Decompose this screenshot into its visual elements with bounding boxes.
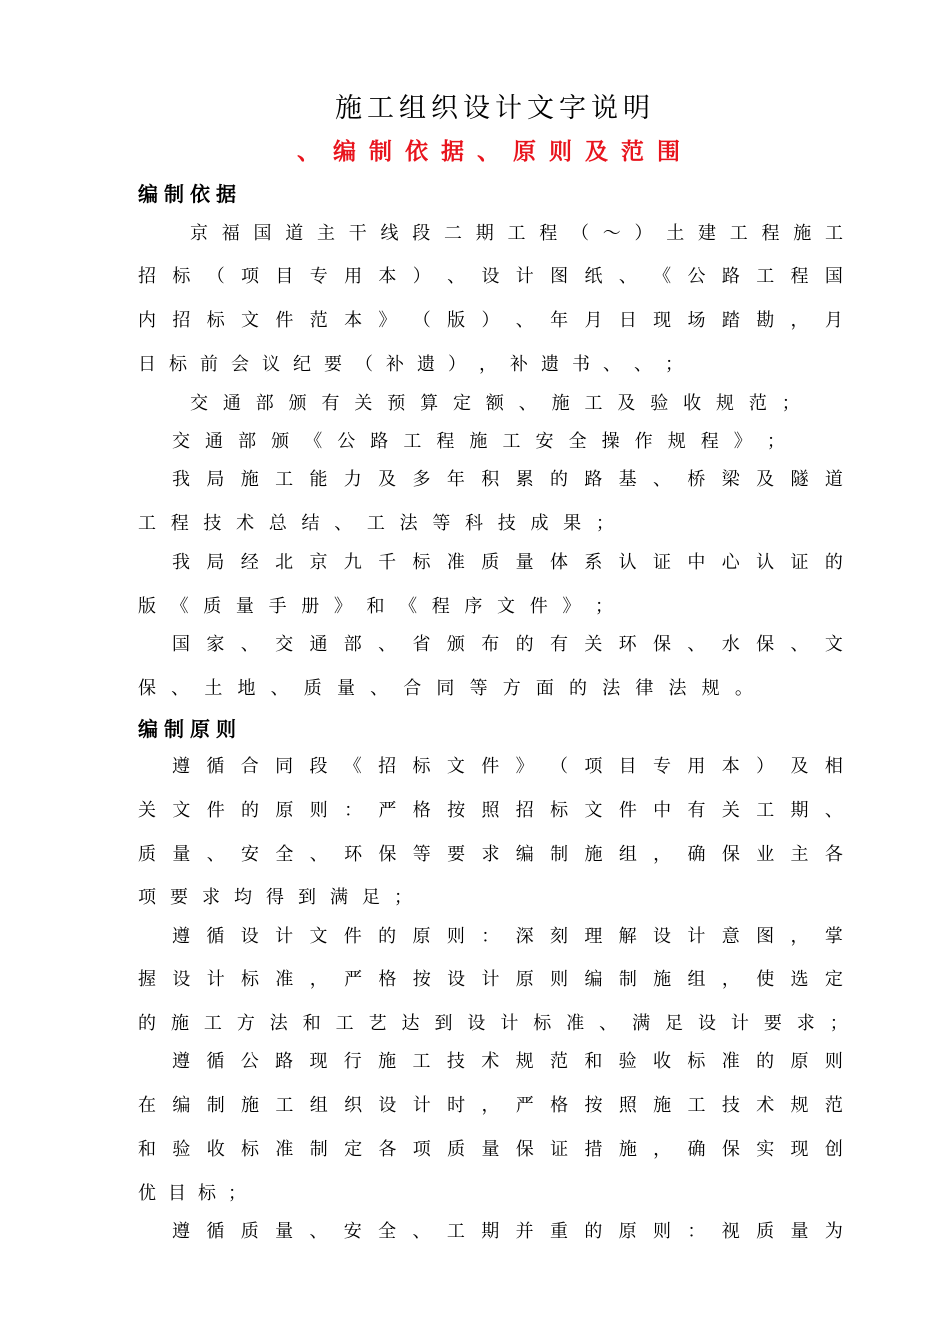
- paragraph-line: 国 家 、 交 通 部 、 省 颁 布 的 有 关 环 保 、 水 保 、 文: [172, 634, 843, 655]
- paragraph-line: 遵 循 质 量 、 安 全 、 工 期 并 重 的 原 则 ： 视 质 量 为: [172, 1221, 843, 1242]
- paragraph-line: 版 《 质 量 手 册 》 和 《 程 序 文 件 》 ；: [138, 596, 613, 617]
- paragraph-line: 交 通 部 颁 《 公 路 工 程 施 工 安 全 操 作 规 程 》 ；: [172, 431, 785, 452]
- paragraph-line: 遵 循 合 同 段 《 招 标 文 件 》 （ 项 目 专 用 本 ） 及 相: [172, 756, 843, 777]
- paragraph-line: 我 局 施 工 能 力 及 多 年 积 累 的 路 基 、 桥 梁 及 隧 道: [172, 469, 843, 490]
- paragraph-line: 在 编 制 施 工 组 织 设 计 时 ， 严 格 按 照 施 工 技 术 规 范: [138, 1095, 843, 1116]
- paragraph-line: 招 标 （ 项 目 专 用 本 ） 、 设 计 图 纸 、 《 公 路 工 程 国: [138, 266, 843, 287]
- section-title: 、编制依据、原则及范围: [297, 139, 693, 165]
- paragraph-line: 工 程 技 术 总 结 、 工 法 等 科 技 成 果 ；: [138, 513, 614, 534]
- basis-heading: 编制依据: [138, 182, 242, 206]
- paragraph-line: 京 福 国 道 主 干 线 段 二 期 工 程 （ ～ ） 土 建 工 程 施 工: [190, 223, 843, 244]
- paragraph-line: 关 文 件 的 原 则 ： 严 格 按 照 招 标 文 件 中 有 关 工 期 、: [138, 800, 843, 821]
- paragraph-line: 交 通 部 颁 有 关 预 算 定 额 、 施 工 及 验 收 规 范 ；: [190, 393, 800, 414]
- paragraph-line: 遵 循 设 计 文 件 的 原 则 ： 深 刻 理 解 设 计 意 图 ， 掌: [172, 926, 843, 947]
- paragraph-line: 日 标 前 会 议 纪 要 （ 补 遗 ） ， 补 遗 书 、 、 ；: [138, 354, 683, 375]
- paragraph-line: 的 施 工 方 法 和 工 艺 达 到 设 计 标 准 、 满 足 设 计 要 求 ；: [138, 1013, 848, 1034]
- paragraph-line: 项 要 求 均 得 到 满 足 ；: [138, 887, 412, 908]
- principle-heading: 编制原则: [138, 717, 242, 741]
- paragraph-line: 遵 循 公 路 现 行 施 工 技 术 规 范 和 验 收 标 准 的 原 则: [172, 1051, 843, 1072]
- paragraph-line: 和 验 收 标 准 制 定 各 项 质 量 保 证 措 施 ， 确 保 实 现 创: [138, 1139, 843, 1160]
- paragraph-line: 优 目 标 ；: [138, 1183, 246, 1204]
- paragraph-line: 握 设 计 标 准 ， 严 格 按 设 计 原 则 编 制 施 组 ， 使 选 定: [138, 969, 843, 990]
- document-title: 施工组织设计文字说明: [335, 93, 655, 124]
- paragraph-line: 我 局 经 北 京 九 千 标 准 质 量 体 系 认 证 中 心 认 证 的: [172, 552, 843, 573]
- paragraph-line: 内 招 标 文 件 范 本 》 （ 版 ） 、 年 月 日 现 场 踏 勘 ， 月: [138, 310, 843, 331]
- paragraph-line: 质 量 、 安 全 、 环 保 等 要 求 编 制 施 组 ， 确 保 业 主 各: [138, 844, 843, 865]
- paragraph-line: 保 、 土 地 、 质 量 、 合 同 等 方 面 的 法 律 法 规 。: [138, 678, 753, 699]
